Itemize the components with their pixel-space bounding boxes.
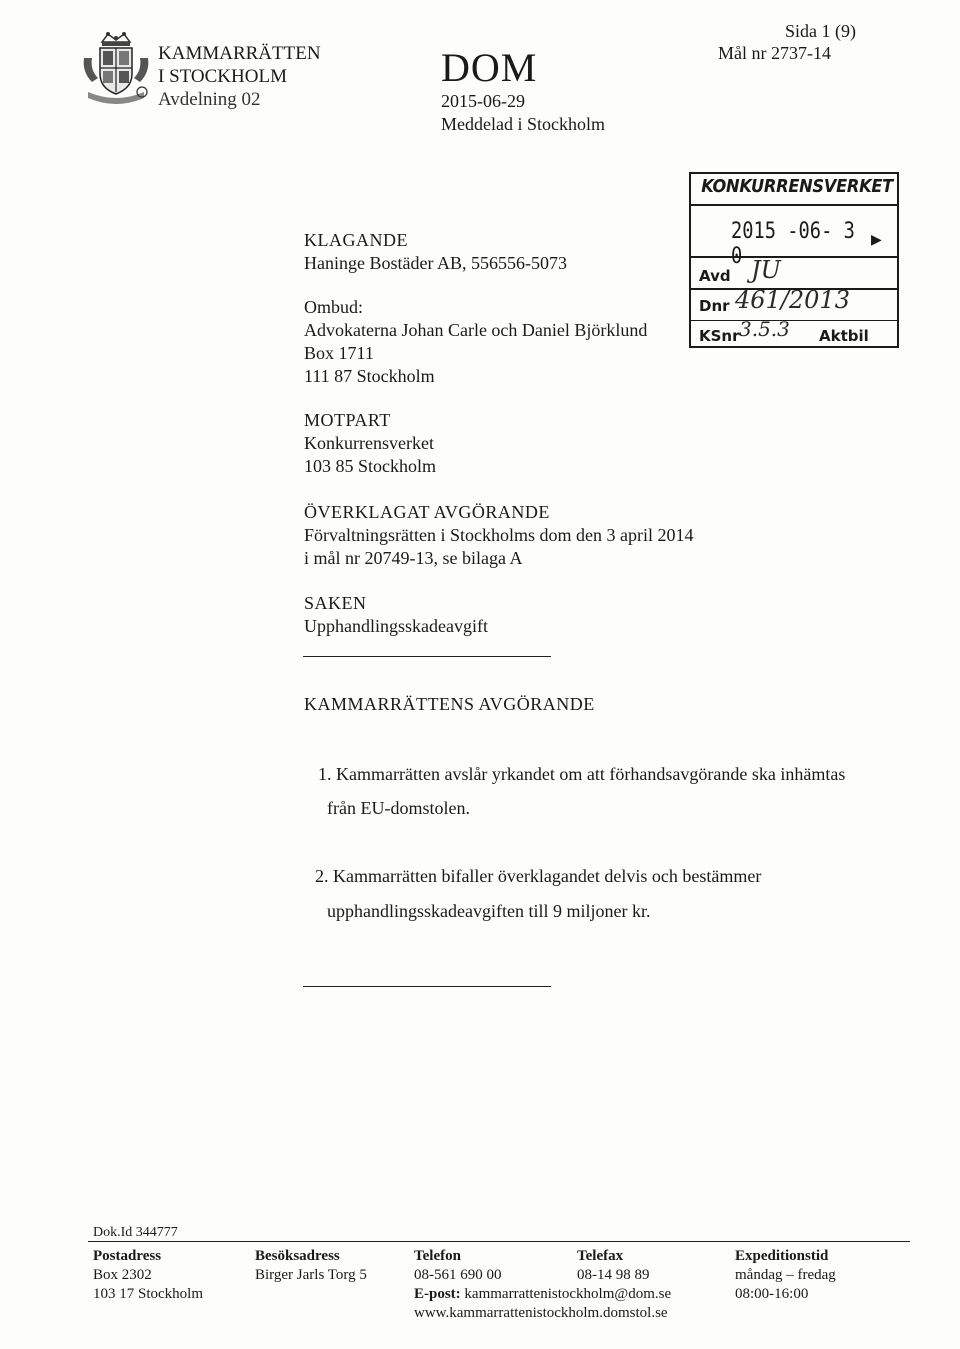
klagande-heading: KLAGANDE bbox=[304, 230, 408, 250]
ombud-address-2: 111 87 Stockholm bbox=[304, 366, 435, 386]
decision-item-2-line2: upphandlingsskadeavgiften till 9 miljoner kr. bbox=[327, 901, 651, 921]
ombud-label: Ombud: bbox=[304, 297, 364, 317]
coat-of-arms-logo bbox=[78, 28, 154, 108]
document-type: DOM bbox=[441, 45, 538, 90]
decision-item-2-line1: 2. Kammarrätten bifaller överklagandet delvis och bestämmer bbox=[315, 866, 762, 886]
expeditionstid-hours: 08:00-16:00 bbox=[735, 1286, 809, 1302]
motpart-name: Konkurrensverket bbox=[304, 433, 434, 453]
footer-telefax bbox=[577, 1247, 650, 1285]
telefax-value: 08-14 98 89 bbox=[577, 1267, 650, 1283]
motpart-address: 103 85 Stockholm bbox=[304, 456, 437, 476]
divider-bottom bbox=[303, 986, 551, 987]
stamp-dnr-value: 461/2013 bbox=[735, 286, 850, 314]
received-stamp bbox=[689, 172, 899, 348]
expeditionstid-days: måndag – fredag bbox=[735, 1267, 836, 1283]
telefon-value: 08-561 690 00 bbox=[414, 1267, 502, 1283]
case-number: Mål nr 2737-14 bbox=[718, 43, 831, 63]
overklagat-line1: Förvaltningsrätten i Stockholms dom den 3 april 2014 bbox=[304, 525, 694, 545]
divider-top bbox=[303, 656, 551, 657]
motpart-heading: MOTPART bbox=[304, 410, 391, 430]
judgment-date: 2015-06-29 bbox=[441, 91, 525, 111]
announced-location: Meddelad i Stockholm bbox=[441, 114, 605, 134]
postadress-line2: 103 17 Stockholm bbox=[93, 1286, 204, 1302]
stamp-avd-value: JU bbox=[751, 256, 781, 284]
footer-epost bbox=[414, 1285, 671, 1304]
decision-heading: KAMMARRÄTTENS AVGÖRANDE bbox=[304, 694, 595, 714]
epost-value[interactable]: kammarrattenistockholm@dom.se bbox=[464, 1286, 672, 1302]
stamp-date: 2015 -06- 3 bbox=[731, 219, 855, 244]
stamp-ksnr-label: KSnr bbox=[699, 327, 740, 345]
telefon-label: Telefon bbox=[414, 1248, 461, 1264]
postadress-line1: Box 2302 bbox=[93, 1267, 152, 1283]
postadress-label: Postadress bbox=[93, 1248, 162, 1264]
document-id: Dok.Id 344777 bbox=[93, 1225, 178, 1240]
footer-besoksadress bbox=[255, 1247, 367, 1285]
decision-item-1-line1: 1. Kammarrätten avslår yrkandet om att förhandsavgörande ska inhämtas bbox=[318, 764, 846, 784]
stamp-dnr-label: Dnr bbox=[699, 297, 730, 315]
footer-rule bbox=[88, 1241, 910, 1242]
epost-label: E-post: bbox=[414, 1286, 461, 1302]
besoksadress-line1: Birger Jarls Torg 5 bbox=[255, 1267, 367, 1283]
stamp-avd-label: Avd bbox=[699, 267, 731, 285]
besoksadress-label: Besöksadress bbox=[255, 1248, 340, 1264]
department: Avdelning 02 bbox=[158, 89, 261, 110]
footer-expeditionstid bbox=[735, 1247, 836, 1304]
overklagat-heading: ÖVERKLAGAT AVGÖRANDE bbox=[304, 502, 550, 522]
decision-item-1-line2: från EU-domstolen. bbox=[327, 798, 470, 818]
telefax-label: Telefax bbox=[577, 1248, 624, 1264]
court-name-line1: KAMMARRÄTTEN bbox=[158, 43, 321, 64]
ombud-address-1: Box 1711 bbox=[304, 343, 374, 363]
footer-postadress bbox=[93, 1247, 203, 1304]
page-number: Sida 1 (9) bbox=[785, 21, 856, 41]
footer-telefon bbox=[414, 1247, 502, 1285]
saken-text: Upphandlingsskadeavgift bbox=[304, 616, 488, 636]
court-name-line2: I STOCKHOLM bbox=[158, 66, 287, 87]
arrow-icon: ▶ bbox=[871, 232, 882, 248]
stamp-aktbil-label: Aktbil bbox=[819, 327, 869, 345]
expeditionstid-label: Expeditionstid bbox=[735, 1248, 829, 1264]
overklagat-line2: i mål nr 20749-13, se bilaga A bbox=[304, 548, 523, 568]
ombud-name: Advokaterna Johan Carle och Daniel Björklund bbox=[304, 320, 648, 340]
stamp-ksnr-value: 3.5.3 bbox=[739, 317, 790, 341]
footer-website[interactable]: www.kammarrattenistockholm.domstol.se bbox=[414, 1305, 668, 1321]
klagande-name: Haninge Bostäder AB, 556556-5073 bbox=[304, 253, 567, 273]
stamp-title: KONKURRENSVERKET bbox=[701, 176, 893, 197]
saken-heading: SAKEN bbox=[304, 593, 367, 613]
